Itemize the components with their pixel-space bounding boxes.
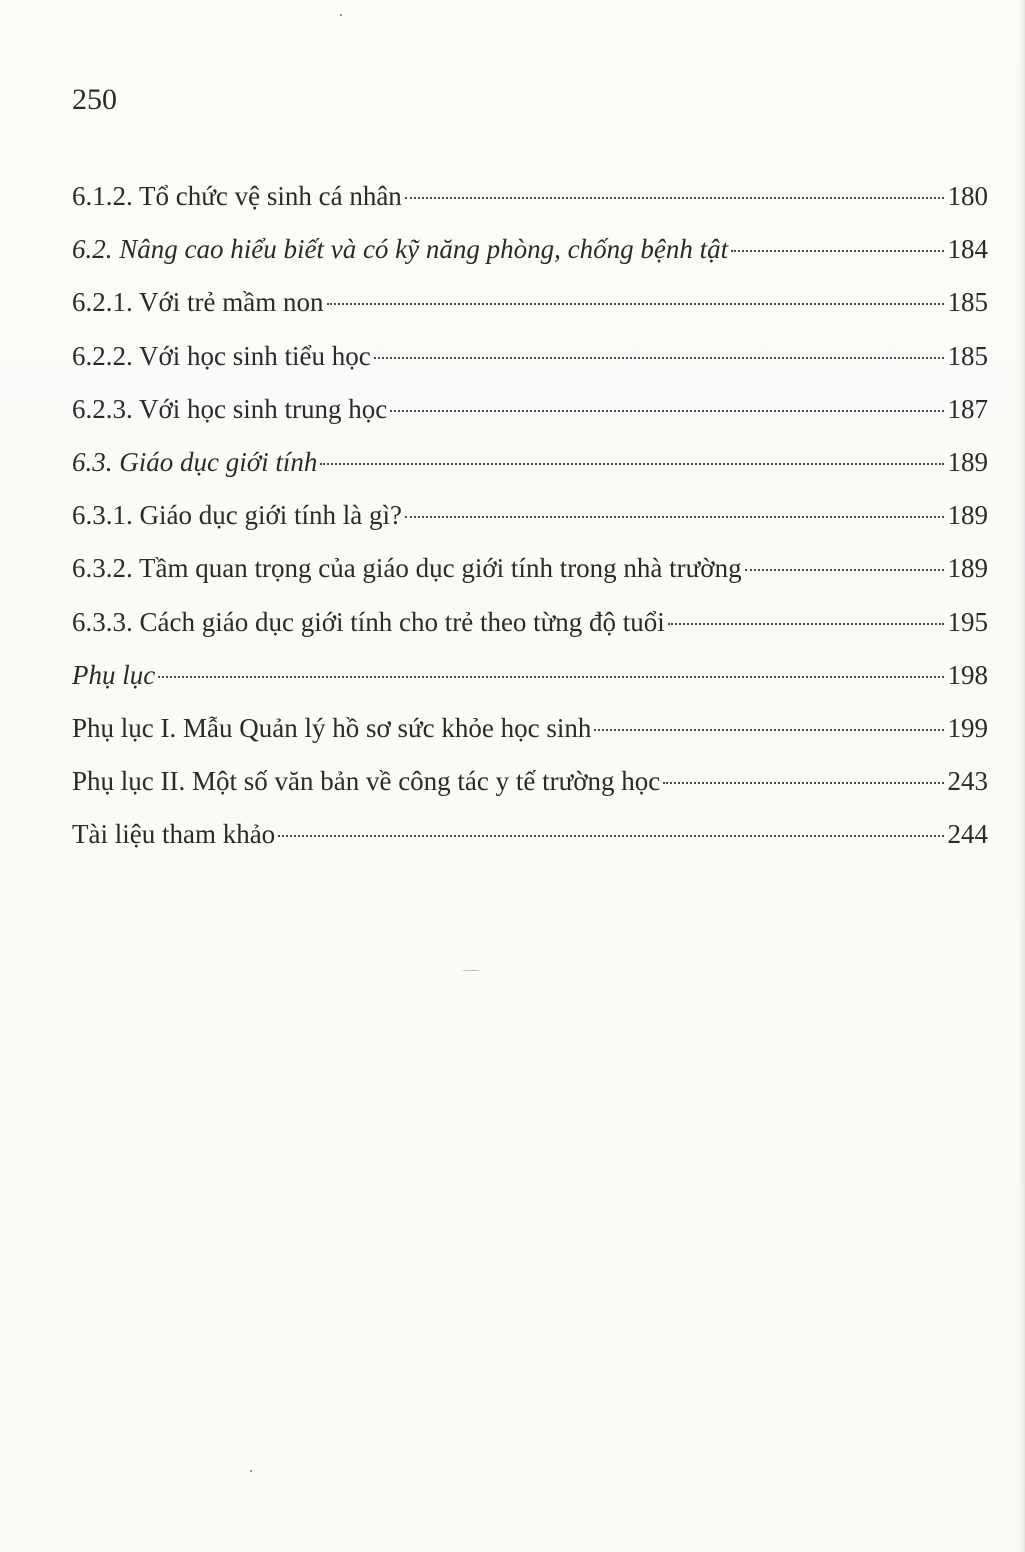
toc-entry-page: 185 [947, 287, 988, 318]
toc-entry-page: 243 [947, 766, 988, 797]
toc-entry-page: 198 [947, 659, 988, 690]
page-number: 250 [72, 83, 117, 116]
toc-entry-title: Phụ lục II. Một số văn bản về công tác y tế trường học [72, 766, 661, 797]
toc-dot-leader [405, 516, 944, 518]
toc-entry-page: 244 [947, 819, 988, 850]
toc-entry-title: 6.2.1. Với trẻ mầm non [72, 287, 324, 318]
toc-entry-page: 195 [947, 606, 988, 637]
paper-speck [462, 970, 480, 971]
toc-entry-page: 185 [947, 340, 988, 371]
toc-entry-title: 6.1.2. Tổ chức vệ sinh cá nhân [72, 181, 402, 211]
toc-entry-title: 6.3.1. Giáo dục giới tính là gì? [72, 500, 402, 531]
toc-dot-leader [731, 250, 943, 252]
toc-dot-leader [327, 303, 944, 305]
toc-row [72, 649, 988, 702]
toc-dot-leader [668, 623, 944, 625]
toc-entry-title: 6.2.2. Với học sinh tiểu học [72, 340, 371, 371]
toc-row [72, 542, 988, 595]
toc-dot-leader [374, 357, 944, 359]
toc-entry-title: Phụ lục I. Mẫu Quản lý hồ sơ sức khỏe học sinh [72, 712, 592, 743]
paper-speck [250, 1470, 252, 1472]
toc-row [72, 330, 988, 383]
toc-entry-title: Phụ lục [72, 659, 156, 690]
toc-entry-page: 184 [947, 234, 988, 265]
toc-dot-leader [405, 197, 944, 199]
toc-entry-page: 189 [947, 500, 988, 531]
toc-entry-title: 6.2. Nâng cao hiểu biết và có kỹ năng phòng, chống bệnh tật [72, 234, 729, 265]
toc-entry-title: Tài liệu tham khảo [72, 819, 276, 850]
toc-entry-page: 189 [947, 553, 988, 584]
toc-entry-page: 187 [947, 393, 988, 424]
toc-row [72, 223, 988, 276]
toc-row [72, 276, 988, 329]
toc-dot-leader [158, 676, 943, 678]
toc-entry-page: 180 [947, 181, 988, 211]
toc-dot-leader [594, 729, 943, 731]
toc-row [72, 596, 988, 649]
toc-dot-leader [320, 463, 943, 465]
toc-row [72, 702, 988, 755]
page-edge-shadow [1019, 0, 1025, 1552]
toc-entry-title: 6.2.3. Với học sinh trung học [72, 393, 388, 424]
toc-entry-title: 6.3. Giáo dục giới tính [72, 446, 318, 477]
toc-dot-leader [278, 835, 943, 837]
toc-entry-title: 6.3.2. Tầm quan trọng của giáo dục giới tính trong nhà trường [72, 553, 742, 584]
toc-row [72, 755, 988, 808]
toc-row [72, 170, 988, 223]
paper-speck [340, 14, 342, 16]
toc-entry-page: 199 [947, 712, 988, 743]
toc-entry-title: 6.3.3. Cách giáo dục giới tính cho trẻ theo từng độ tuổi [72, 606, 665, 637]
toc-row [72, 383, 988, 436]
toc-row [72, 808, 988, 861]
table-of-contents [72, 170, 988, 861]
toc-dot-leader [745, 569, 944, 571]
toc-row [72, 489, 988, 542]
toc-dot-leader [390, 410, 943, 412]
toc-row [72, 436, 988, 489]
toc-dot-leader [663, 782, 943, 784]
toc-entry-page: 189 [947, 446, 988, 477]
